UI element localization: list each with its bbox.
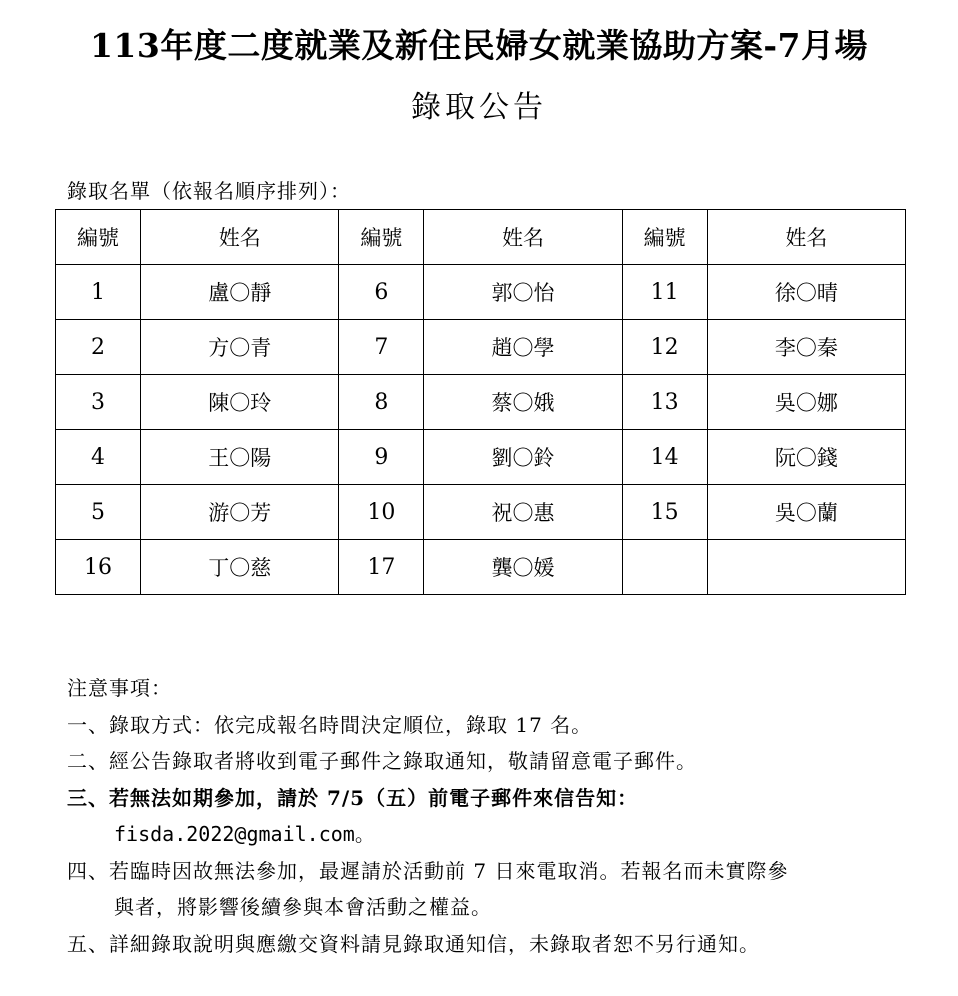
column-header: 編號 xyxy=(56,210,141,265)
cell-number: 12 xyxy=(622,320,707,375)
cell-number: 7 xyxy=(339,320,424,375)
cell-number: 5 xyxy=(56,485,141,540)
cell-number: 15 xyxy=(622,485,707,540)
notes-heading: 注意事項： xyxy=(67,676,172,700)
cell-number: 1 xyxy=(56,265,141,320)
note-item-5: 五、詳細錄取說明與應繳交資料請見錄取通知信，未錄取者恕不另行通知。 xyxy=(67,931,760,956)
cell-name: 龔〇媛 xyxy=(424,540,622,595)
cell-name: 游〇芳 xyxy=(141,485,339,540)
cell-number: 8 xyxy=(339,375,424,430)
cell-name: 阮〇錢 xyxy=(707,430,905,485)
cell-name: 陳〇玲 xyxy=(141,375,339,430)
cell-name: 盧〇靜 xyxy=(141,265,339,320)
cell-number xyxy=(622,540,707,595)
table-row xyxy=(56,540,906,595)
cell-name: 吳〇娜 xyxy=(707,375,905,430)
cell-number: 2 xyxy=(56,320,141,375)
column-header: 姓名 xyxy=(707,210,905,265)
table-row xyxy=(56,485,906,540)
email-period: 。 xyxy=(354,822,376,846)
table-row xyxy=(56,375,906,430)
list-label: 錄取名單（依報名順序排列）： xyxy=(67,179,351,203)
admission-table xyxy=(55,209,906,595)
cell-name: 李〇秦 xyxy=(707,320,905,375)
cell-number: 13 xyxy=(622,375,707,430)
note-item-1: 一、錄取方式：依完成報名時間決定順位，錄取 17 名。 xyxy=(67,712,593,737)
note-item-3: 三、若無法如期參加，請於 7/5（五）前電子郵件來信告知： xyxy=(67,785,639,810)
cell-name: 劉〇鈴 xyxy=(424,430,622,485)
notes-section xyxy=(67,670,788,962)
cell-number: 14 xyxy=(622,430,707,485)
cell-name: 方〇青 xyxy=(141,320,339,375)
cell-name xyxy=(707,540,905,595)
column-header: 姓名 xyxy=(424,210,622,265)
page-title: 113年度二度就業及新住民婦女就業協助方案-7月場 xyxy=(89,26,869,65)
column-header: 編號 xyxy=(339,210,424,265)
cell-name: 蔡〇娥 xyxy=(424,375,622,430)
note-item-4-continued: 與者，將影響後續參與本會活動之權益。 xyxy=(114,895,492,919)
cell-name: 王〇陽 xyxy=(141,430,339,485)
table-row xyxy=(56,320,906,375)
table-row xyxy=(56,430,906,485)
table-header-row xyxy=(56,210,906,265)
cell-number: 6 xyxy=(339,265,424,320)
note-item-3-contact xyxy=(67,816,788,853)
cell-number: 11 xyxy=(622,265,707,320)
cell-number: 10 xyxy=(339,485,424,540)
column-header: 編號 xyxy=(622,210,707,265)
cell-name: 丁〇慈 xyxy=(141,540,339,595)
contact-email: fisda.2022@gmail.com xyxy=(114,822,355,846)
cell-number: 17 xyxy=(339,540,424,595)
cell-number: 3 xyxy=(56,375,141,430)
cell-name: 徐〇晴 xyxy=(707,265,905,320)
note-item-2: 二、經公告錄取者將收到電子郵件之錄取通知，敬請留意電子郵件。 xyxy=(67,749,697,773)
cell-name: 趙〇學 xyxy=(424,320,622,375)
cell-number: 4 xyxy=(56,430,141,485)
cell-name: 吳〇蘭 xyxy=(707,485,905,540)
cell-name: 祝〇惠 xyxy=(424,485,622,540)
page-subtitle: 錄取公告 xyxy=(411,90,547,125)
table-row xyxy=(56,265,906,320)
cell-number: 9 xyxy=(339,430,424,485)
note-item-4: 四、若臨時因故無法參加，最遲請於活動前 7 日來電取消。若報名而未實際參 xyxy=(67,858,789,883)
cell-name: 郭〇怡 xyxy=(424,265,622,320)
column-header: 姓名 xyxy=(141,210,339,265)
cell-number: 16 xyxy=(56,540,141,595)
